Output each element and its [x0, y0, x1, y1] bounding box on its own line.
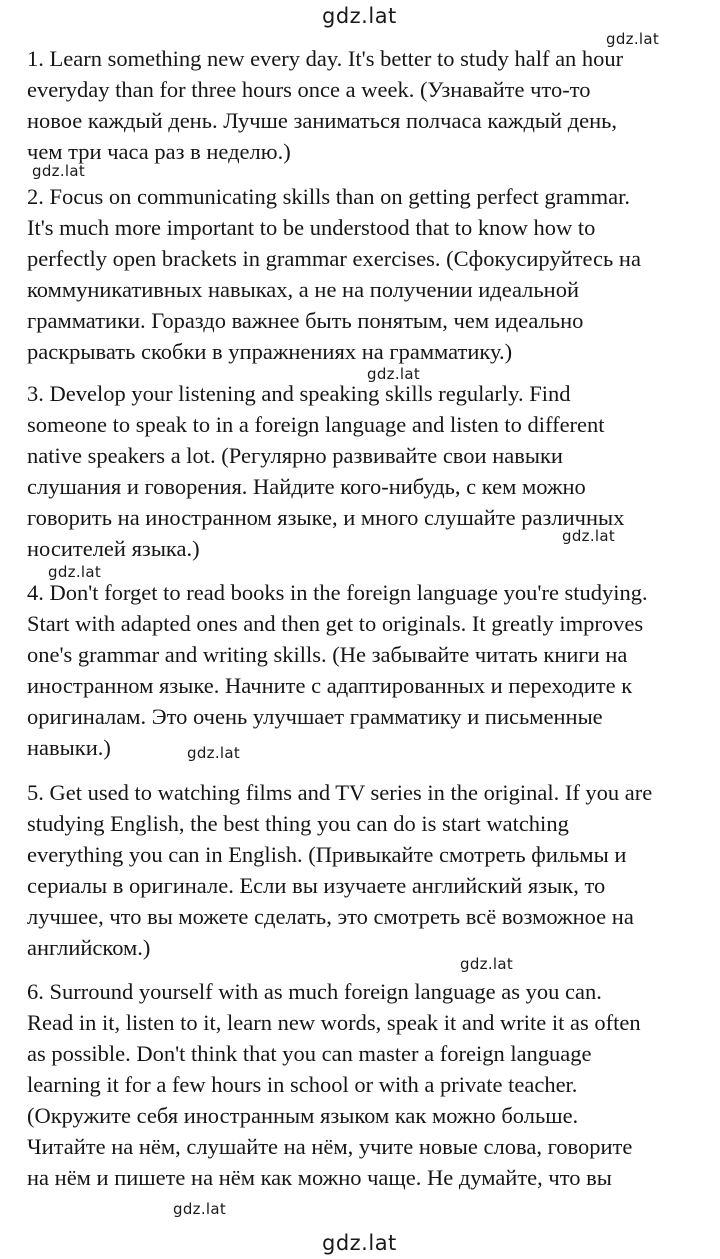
text-line: грамматики. Гораздо важнее быть понятым, чем идеально: [27, 308, 584, 333]
text-line: носителей языка.): [27, 536, 200, 561]
text-line: лучшее, что вы можете сделать, это смотреть всё возможное на: [27, 904, 634, 929]
paragraph-1: [27, 43, 707, 167]
paragraph-3: [27, 378, 707, 564]
text-line: Read in it, listen to it, learn new words, speak it and write it as often: [27, 1010, 641, 1035]
text-line: 4. Don't forget to read books in the foreign language you're studying.: [27, 580, 648, 605]
text-line: слушания и говорения. Найдите кого-нибудь, с кем можно: [27, 474, 586, 499]
text-line: 1. Learn something new every day. It's better to study half an hour: [27, 46, 624, 71]
text-line: новое каждый день. Лучше заниматься полчаса каждый день,: [27, 108, 618, 133]
text-line: иностранном языке. Начните с адаптированных и переходите к: [27, 673, 633, 698]
watermark: gdz.lat: [32, 162, 86, 180]
text-line: 6. Surround yourself with as much foreign language as you can.: [27, 979, 602, 1004]
text-line: everyday than for three hours once a week. (Узнавайте что-то: [27, 77, 591, 102]
text-line: someone to speak to in a foreign language and listen to different: [27, 412, 605, 437]
watermark: gdz.lat: [187, 744, 241, 762]
text-line: (Окружите себя иностранным языком как можно больше.: [27, 1103, 579, 1128]
text-line: говорить на иностранном языке, и много слушайте различных: [27, 505, 625, 530]
text-line: 2. Focus on communicating skills than on getting perfect grammar.: [27, 184, 631, 209]
watermark: gdz.lat: [606, 30, 660, 48]
text-line: чем три часа раз в неделю.): [27, 139, 291, 164]
watermark: gdz.lat: [173, 1200, 227, 1218]
paragraph-2: [27, 181, 707, 367]
text-line: коммуникативных навыках, а не на получении идеальной: [27, 277, 579, 302]
text-line: раскрывать скобки в упражнениях на грамматику.): [27, 339, 513, 364]
text-line: learning it for a few hours in school or with a private teacher.: [27, 1072, 578, 1097]
text-line: Читайте на нём, слушайте на нём, учите новые слова, говорите: [27, 1134, 633, 1159]
paragraph-5: [27, 777, 707, 963]
text-line: на нём и пишете на нём как можно чаще. Не думайте, что вы: [27, 1165, 612, 1190]
paragraph-6: [27, 976, 707, 1193]
watermark: gdz.lat: [562, 527, 616, 545]
text-line: It's much more important to be understood that to know how to: [27, 215, 596, 240]
watermark-bottom: gdz.lat: [322, 1231, 397, 1255]
text-line: perfectly open brackets in grammar exercises. (Сфокусируйтесь на: [27, 246, 641, 271]
text-line: 5. Get used to watching films and TV series in the original. If you are: [27, 780, 653, 805]
text-line: оригиналам. Это очень улучшает грамматику и письменные: [27, 704, 603, 729]
paragraph-4: [27, 577, 707, 763]
watermark: gdz.lat: [460, 955, 514, 973]
text-line: native speakers a lot. (Регулярно развивайте свои навыки: [27, 443, 563, 468]
text-line: as possible. Don't think that you can master a foreign language: [27, 1041, 592, 1066]
text-line: Start with adapted ones and then get to originals. It greatly improves: [27, 611, 644, 636]
text-line: английском.): [27, 935, 151, 960]
text-line: 3. Develop your listening and speaking skills regularly. Find: [27, 381, 571, 406]
text-line: one's grammar and writing skills. (Не забывайте читать книги на: [27, 642, 628, 667]
text-line: сериалы в оригинале. Если вы изучаете английский язык, то: [27, 873, 606, 898]
text-line: everything you can in English. (Привыкайте смотреть фильмы и: [27, 842, 627, 867]
watermark: gdz.lat: [367, 365, 421, 383]
watermark-top: gdz.lat: [322, 4, 397, 28]
text-line: навыки.): [27, 735, 111, 760]
watermark: gdz.lat: [48, 563, 102, 581]
text-line: studying English, the best thing you can do is start watching: [27, 811, 569, 836]
